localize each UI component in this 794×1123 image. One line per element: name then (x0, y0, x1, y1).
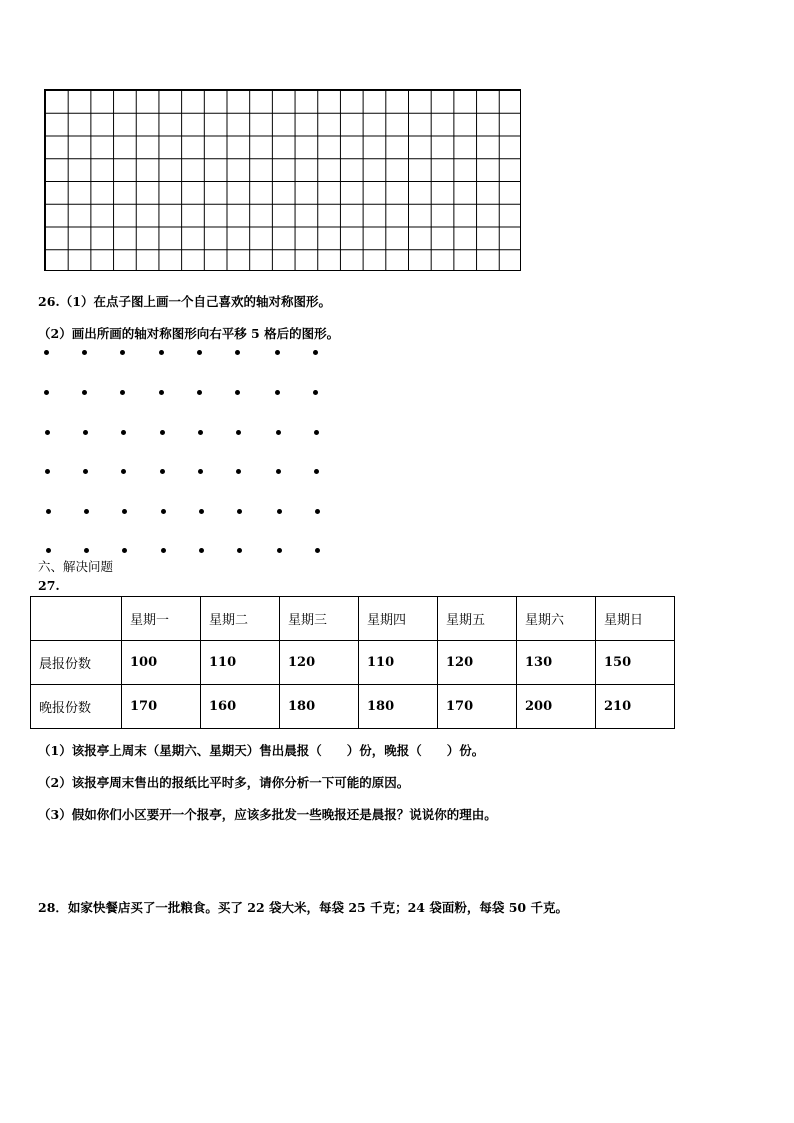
dot[interactable] (198, 430, 203, 435)
dot[interactable] (315, 509, 320, 514)
table-cell: 210 (596, 685, 675, 729)
dot[interactable] (236, 430, 241, 435)
dot[interactable] (313, 390, 318, 395)
dot[interactable] (237, 548, 242, 553)
dot[interactable] (45, 430, 50, 435)
dot[interactable] (83, 430, 88, 435)
table-header-cell: 星期五 (438, 597, 517, 641)
table-row (31, 641, 675, 685)
dot[interactable] (46, 509, 51, 514)
table-header-cell: 星期三 (280, 597, 359, 641)
table-cell: 110 (201, 641, 280, 685)
newspaper-sales-table (30, 596, 675, 729)
table-cell: 120 (280, 641, 359, 685)
question-27-sub-1: （1）该报亭上周末（星期六、星期天）售出晨报（ ）份，晚报（ ）份。 (38, 743, 485, 758)
dot[interactable] (313, 350, 318, 355)
table-header-cell: 星期六 (517, 597, 596, 641)
table-cell: 130 (517, 641, 596, 685)
dot[interactable] (236, 469, 241, 474)
table-cell: 120 (438, 641, 517, 685)
dot[interactable] (159, 350, 164, 355)
dot[interactable] (197, 390, 202, 395)
question-26-part-2: （2）画出所画的轴对称图形向右平移 5 格后的图形。 (38, 326, 340, 341)
dot[interactable] (276, 469, 281, 474)
dot[interactable] (160, 430, 165, 435)
dot[interactable] (121, 430, 126, 435)
dot[interactable] (314, 430, 319, 435)
question-27-number: 27. (38, 578, 60, 593)
dot[interactable] (82, 390, 87, 395)
dot[interactable] (315, 548, 320, 553)
dot[interactable] (275, 350, 280, 355)
question-28: 28．如家快餐店买了一批粮食。买了 22 袋大米，每袋 25 千克；24 袋面粉，每袋 50 千克。 (38, 900, 568, 915)
drawing-grid[interactable] (44, 89, 521, 271)
dot[interactable] (122, 548, 127, 553)
table-header-cell: 星期二 (201, 597, 280, 641)
table-cell: 150 (596, 641, 675, 685)
dot[interactable] (44, 390, 49, 395)
dot[interactable] (275, 390, 280, 395)
row-label: 晨报份数 (31, 641, 122, 685)
dot[interactable] (199, 548, 204, 553)
question-27-sub-2: （2）该报亭周末售出的报纸比平时多，请你分析一下可能的原因。 (38, 775, 410, 790)
dot[interactable] (160, 469, 165, 474)
dot[interactable] (237, 509, 242, 514)
dot[interactable] (197, 350, 202, 355)
dot[interactable] (82, 350, 87, 355)
dot[interactable] (120, 350, 125, 355)
table-cell: 180 (280, 685, 359, 729)
dot[interactable] (121, 469, 126, 474)
table-header-cell (31, 597, 122, 641)
question-27-sub-3: （3）假如你们小区要开一个报亭，应该多批发一些晚报还是晨报？说说你的理由。 (38, 807, 497, 822)
table-cell: 100 (122, 641, 201, 685)
table-cell: 170 (122, 685, 201, 729)
dot[interactable] (46, 548, 51, 553)
table-header-row (31, 597, 675, 641)
table-cell: 180 (359, 685, 438, 729)
dot[interactable] (198, 469, 203, 474)
table-cell: 110 (359, 641, 438, 685)
table-cell: 170 (438, 685, 517, 729)
dot[interactable] (122, 509, 127, 514)
table-cell: 160 (201, 685, 280, 729)
table-cell: 200 (517, 685, 596, 729)
dot[interactable] (84, 509, 89, 514)
row-label: 晚报份数 (31, 685, 122, 729)
table-header-cell: 星期一 (122, 597, 201, 641)
dot[interactable] (161, 548, 166, 553)
dot[interactable] (276, 430, 281, 435)
dot[interactable] (235, 390, 240, 395)
dot[interactable] (84, 548, 89, 553)
dot[interactable] (314, 469, 319, 474)
dot[interactable] (277, 509, 282, 514)
question-26-part-1: 26.（1）在点子图上画一个自己喜欢的轴对称图形。 (38, 294, 331, 309)
section-title: 六、解决问题 (38, 559, 114, 574)
dot[interactable] (83, 469, 88, 474)
dot[interactable] (45, 469, 50, 474)
dot[interactable] (120, 390, 125, 395)
dot[interactable] (277, 548, 282, 553)
table-header-cell: 星期日 (596, 597, 675, 641)
table-header-cell: 星期四 (359, 597, 438, 641)
dot[interactable] (199, 509, 204, 514)
dot[interactable] (159, 390, 164, 395)
dot[interactable] (235, 350, 240, 355)
dot[interactable] (161, 509, 166, 514)
table-row (31, 685, 675, 729)
dot[interactable] (44, 350, 49, 355)
